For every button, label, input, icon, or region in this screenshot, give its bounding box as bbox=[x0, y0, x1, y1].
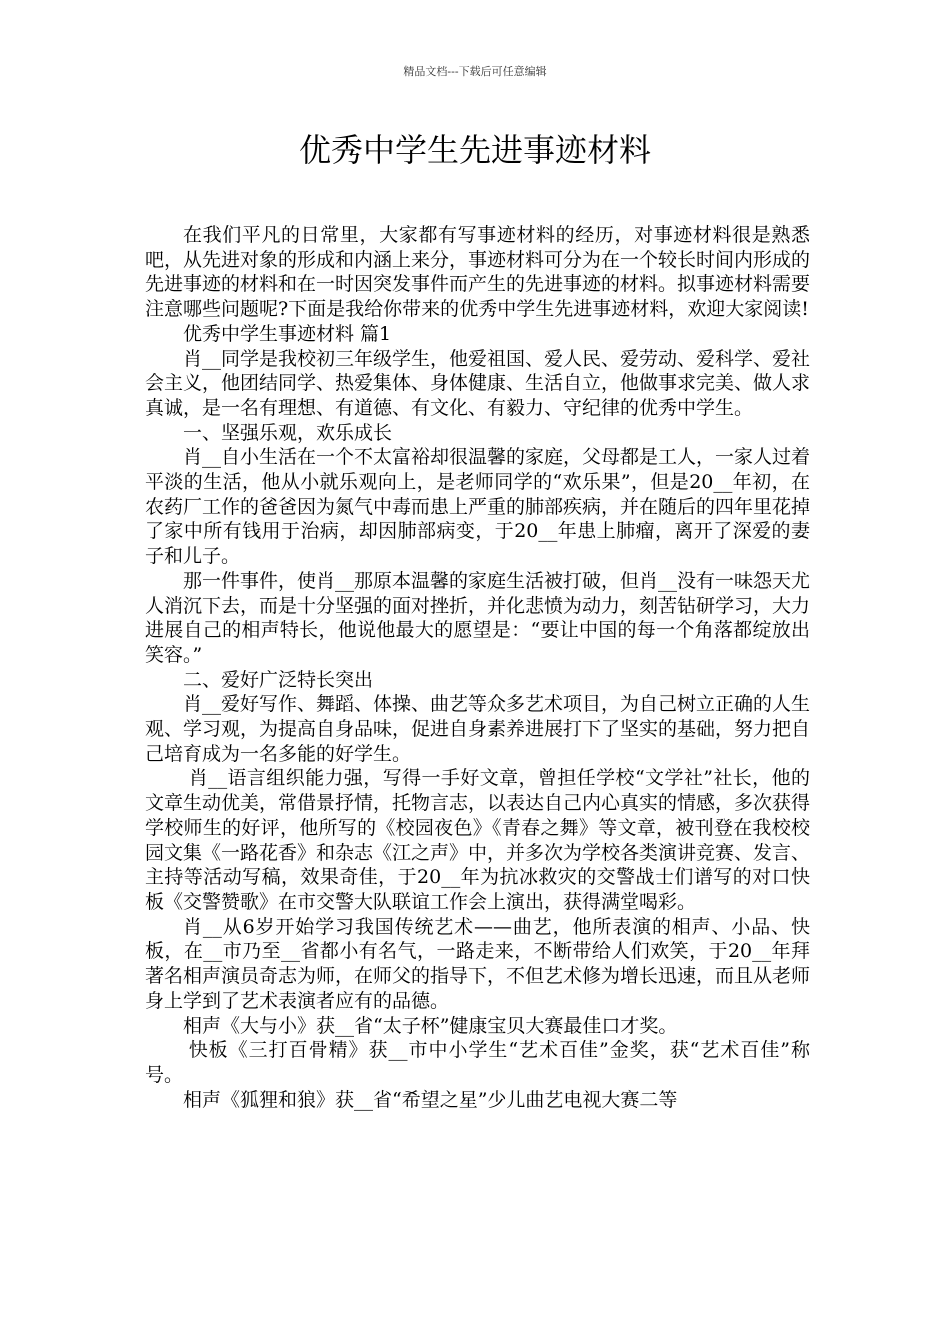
body-paragraph: 肖__自小生活在一个不太富裕却很温馨的家庭，父母都是工人，一家人过着平淡的生活，他从小就乐观向上，是老师同学的“欢乐果”，但是20__年初，在农药厂工作的爸爸因为氮气中毒而患上严重的肺部疾病，并在随后的四年里花掉了家中所有钱用于治病，却因肺部病变，于20__年患上肺瘤，离开了深爱的妻子和儿子。 bbox=[145, 446, 811, 568]
award-item: 相声《狐狸和狼》获__省“希望之星”少儿曲艺电视大赛二等 bbox=[183, 1088, 678, 1111]
document-body bbox=[145, 223, 810, 1112]
body-paragraph: 肖__爱好写作、舞蹈、体操、曲艺等众多艺术项目，为自己树立正确的人生观、学习观，为提高自身品味，促进自身素养进展打下了坚实的基础，努力把自己培育成为一名多能的好学生。 bbox=[145, 693, 811, 765]
body-paragraph: 肖__同学是我校初三年级学生，他爱祖国、爱人民、爱劳动、爱科学、爱社会主义，他团结同学、热爱集体、身体健康、生活自立，他做事求完美、做人求真诚，是一名有理想、有道德、有文化、有毅力、守纪律的优秀中学生。 bbox=[145, 347, 811, 419]
award-item: 快板《三打百骨精》获__市中小学生“艺术百佳”金奖，获“艺术百佳”称号。 bbox=[145, 1039, 810, 1086]
header-note: 精品文档---下载后可任意编辑 bbox=[403, 65, 547, 78]
section-heading: 二、爱好广泛特长突出 bbox=[183, 668, 374, 691]
intro-paragraph: 在我们平凡的日常里，大家都有写事迹材料的经历，对事迹材料很是熟悉吧，从先进对象的形成和内涵上来分，事迹材料可分为在一个较长时间内形成的先进事迹的材料和在一时因突发事件而产生的先进事迹的材料。拟事迹材料需要注意哪些问题呢?下面是我给你带来的优秀中学生先进事迹材料，欢迎大家阅读! bbox=[145, 224, 811, 321]
body-paragraph: 肖__从6岁开始学习我国传统艺术——曲艺，他所表演的相声、小品、快板，在__市乃至__省都小有名气，一路走来，不断带给人们欢笑，于20__年拜著名相声演员奇志为师，在师父的指导下，不但艺术修为增长迅速，而且从老师身上学到了艺术表演者应有的品德。 bbox=[145, 915, 811, 1012]
article-heading: 优秀中学生事迹材料 篇1 bbox=[183, 322, 392, 345]
document-title: 优秀中学生先进事迹材料 bbox=[298, 131, 651, 169]
body-paragraph: 肖__语言组织能力强，写得一手好文章，曾担任学校“文学社”社长，他的文章生动优美，常借景抒情，托物言志，以表达自己内心真实的情感，多次获得学校师生的好评，他所写的《校园夜色》《青春之舞》等文章，被刊登在我校校园文集《一路花香》和杂志《江之声》中，并多次为学校各类演讲竞赛、发言、主持等活动写稿，效果奇佳，于20__年为抗冰救灾的交警战士们谱写的对口快板《交警赞歌》在市交警大队联谊工作会上演出，获得满堂喝彩。 bbox=[145, 767, 811, 913]
award-item: 相声《大与小》获__省“太子杯”健康宝贝大赛最佳口才奖。 bbox=[183, 1014, 678, 1037]
body-paragraph: 那一件事件，使肖__那原本温馨的家庭生活被打破，但肖__没有一味怨天尤人消沉下去，而是十分坚强的面对挫折，并化悲愤为动力，刻苦钻研学习，大力进展自己的相声特长，他说他最大的愿望是：“要让中国的每一个角落都绽放出笑容。” bbox=[145, 569, 811, 666]
section-heading: 一、坚强乐观，欢乐成长 bbox=[183, 421, 393, 444]
